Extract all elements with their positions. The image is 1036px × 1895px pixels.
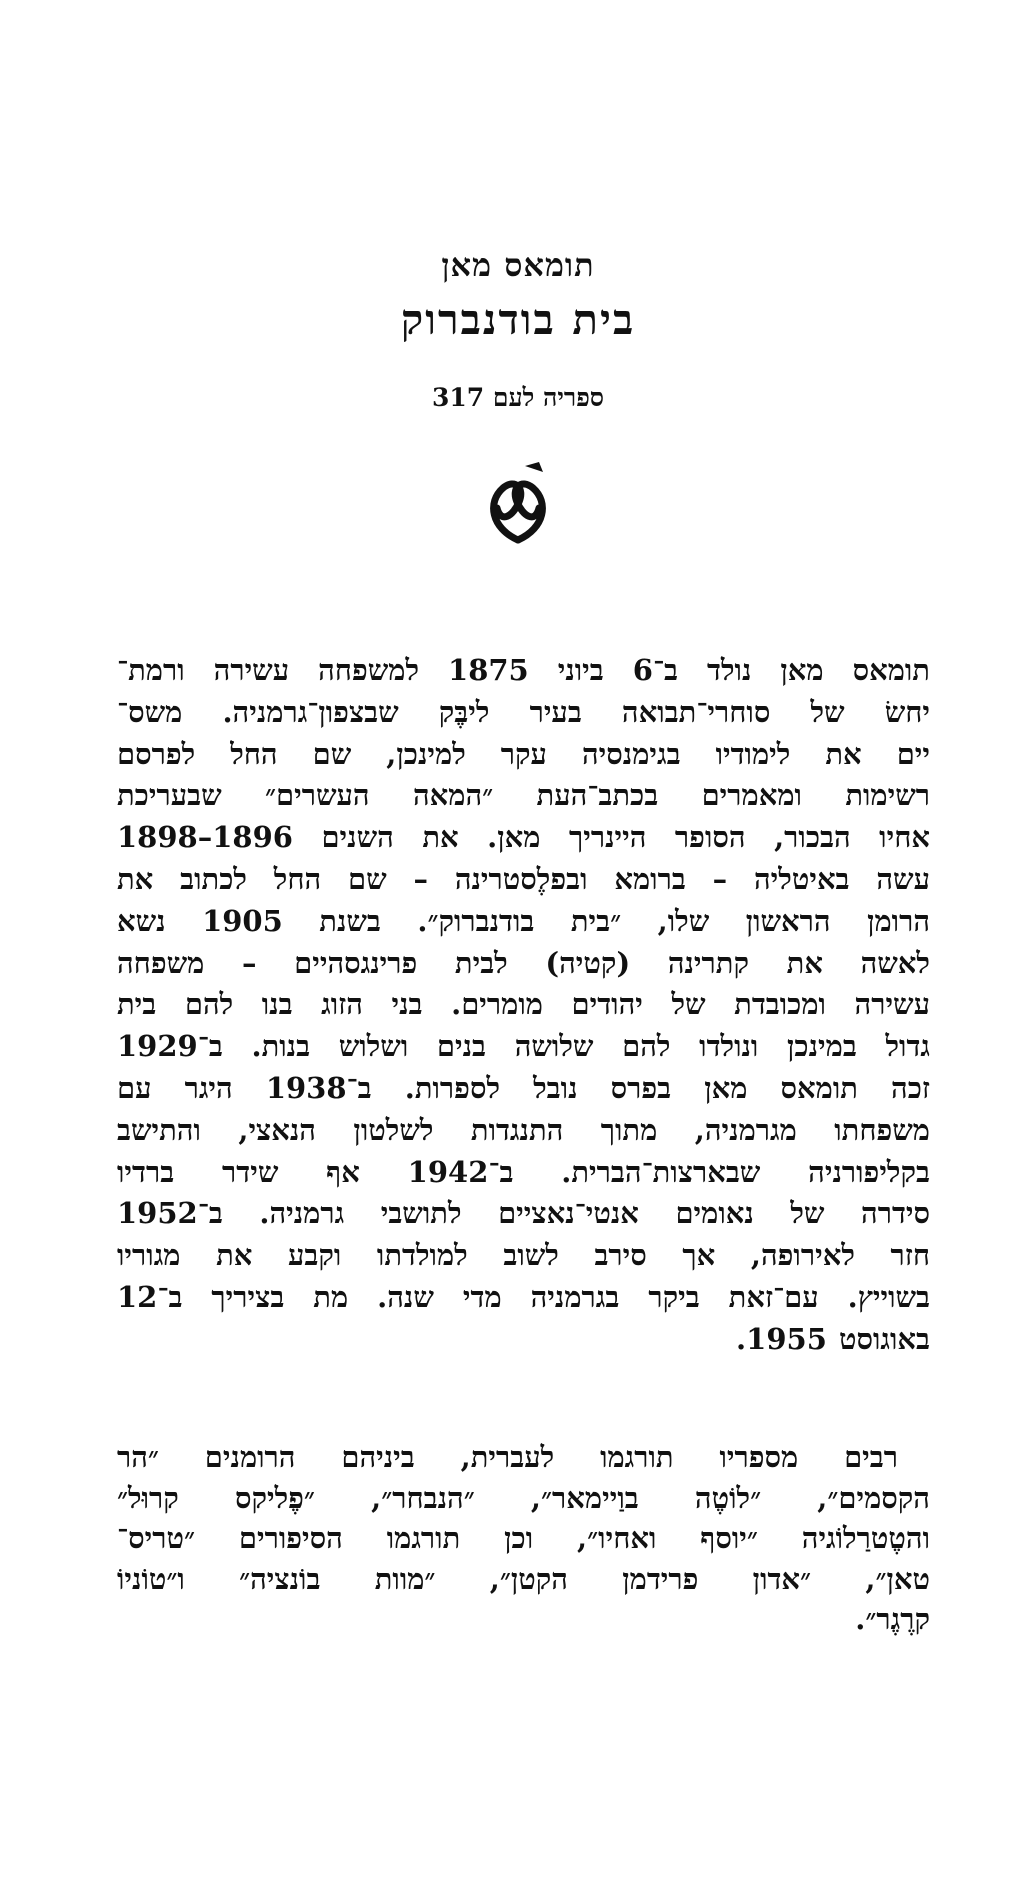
bio-line: יים את לימודיו בגימנסיה עקר למינכן, שם החל לפרסם — [117, 736, 930, 771]
translations-line: והטֶטרַלוֹגיה ״יוסף ואחיו״, וכן תורגמו הסיפורים ״טריס־ — [117, 1521, 930, 1555]
bio-line: חזר לאירופה, אך סירב לשוב למולדתו וקבע את מגוריו — [117, 1238, 930, 1273]
bio-line: לאשה את קתרינה (קטיה) לבית פרינגסהיים – משפחה — [117, 945, 930, 980]
translations-line: הקסמים״, ״לוֹטֶה בוַיימאר״, ״הנבחר״, ״פֶליקס קרוּל״ — [117, 1480, 930, 1515]
author-name: תומאס מאן — [441, 246, 595, 284]
translations-line: טאן״, ״אדון פרידמן הקטן״, ״מוות בוֹנציה״ ו״טוֹניוֹ — [117, 1561, 930, 1596]
translations-line: קרֶגֶר״. — [855, 1602, 930, 1636]
series-label: ספריה לעם 317 — [431, 383, 605, 412]
author-biography — [117, 650, 930, 1361]
bio-line: רשימות ומאמרים בכתב־העת ״המאה העשרים״ שבעריכת — [117, 778, 930, 813]
publisher-logo-icon — [481, 462, 555, 546]
translations-line: רבים מספריו תורגמו לעברית, ביניהם הרומנים ״הר — [117, 1440, 898, 1474]
bio-line: עשה באיטליה – ברומא ובפלֶסטרינה – שם החל לכתוב את — [117, 861, 930, 896]
bio-line: הרומן הראשון שלו, ״בית בודנברוק״. בשנת 1905 נשא — [117, 903, 930, 938]
translations-paragraph — [117, 1437, 930, 1640]
bio-line: משפחתו מגרמניה, מתוך התנגדות לשלטון הנאצי, והתישב — [117, 1112, 930, 1147]
bio-line: גדול במינכן ונולדו להם שלושה בנים ושלוש בנות. ב־1929 — [117, 1029, 930, 1064]
bio-line: באוגוסט 1955. — [736, 1321, 930, 1356]
book-title: בית בודנברוק — [400, 295, 636, 344]
bio-line: זכה תומאס מאן בפרס נובל לספרות. ב־1938 היגר עם — [117, 1070, 930, 1105]
bio-line: אחיו הבכור, הסופר היינריך מאן. את השנים 1896–1898 — [117, 820, 930, 855]
bio-line: בשוייץ. עם־זאת ביקר בגרמניה מדי שנה. מת בציריך ב־12 — [117, 1279, 930, 1314]
bio-line: תומאס מאן נולד ב־6 ביוני 1875 למשפחה עשירה ורמת־ — [117, 653, 930, 687]
bio-line: עשירה ומכובדת של יהודים מומרים. בני הזוג בנו להם בית — [117, 987, 930, 1022]
bio-line: סידרה של נאומים אנטי־נאציים לתושבי גרמניה. ב־1952 — [117, 1196, 930, 1231]
bio-line: יחשׂ של סוחרי־תבואה בעיר ליבֶּק שבצפון־גרמניה. משס־ — [117, 694, 930, 729]
bio-line: בקליפורניה שבארצות־הברית. ב־1942 אף שידר ברדיו — [117, 1154, 930, 1189]
